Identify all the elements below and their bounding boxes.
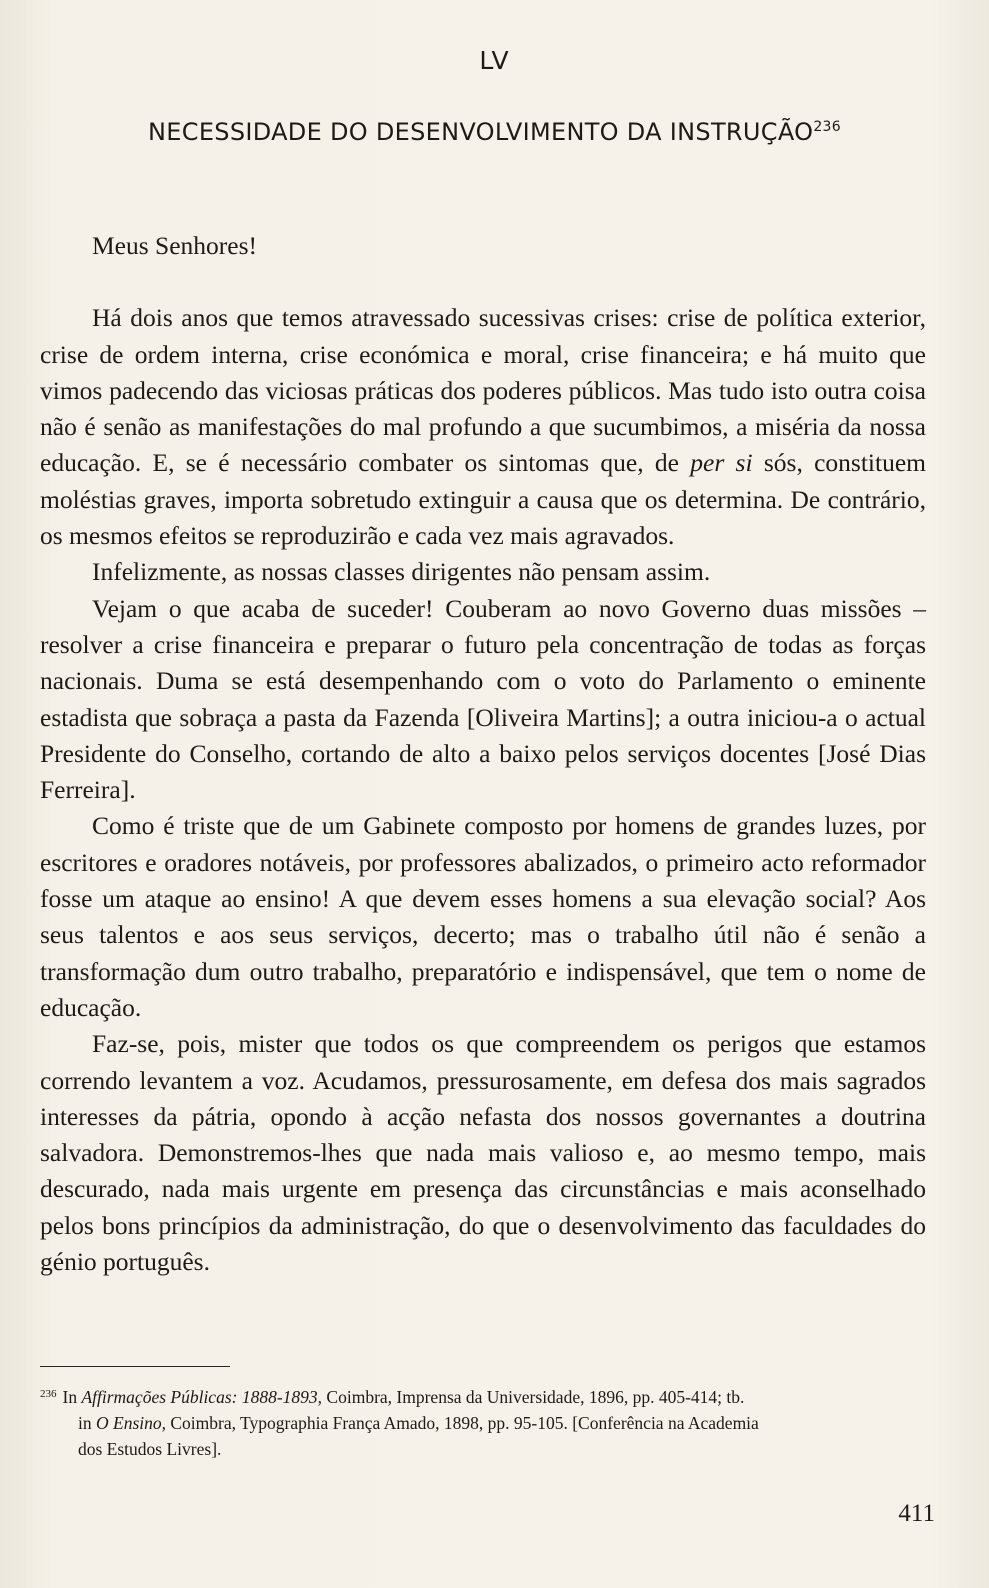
chapter-number: LV bbox=[479, 46, 510, 75]
chapter-title bbox=[0, 118, 989, 146]
footnote-reference: 236 bbox=[813, 119, 841, 135]
footnote-in-2: in bbox=[78, 1413, 96, 1433]
footnote-line-3: dos Estudos Livres]. bbox=[78, 1439, 222, 1459]
footnote-line-1 bbox=[40, 1381, 930, 1410]
paragraph-2: Infelizmente, as nossas classes dirigentes não pensam assim. bbox=[92, 557, 711, 587]
body-text bbox=[40, 228, 926, 1280]
footnote-number: 236 bbox=[40, 1388, 57, 1400]
footnote-text-1: Coimbra, Imprensa da Universidade, 1896, pp. 405-414; tb. bbox=[322, 1387, 745, 1407]
footnote-title-1: Affirmações Públicas: 1888-1893, bbox=[81, 1387, 323, 1407]
paragraph-1-text-b: sós, constituem moléstias graves, importa sobretudo extinguir a causa que os determina. De contrário, os mesmos efeitos se reproduzirão e cada vez mais agravados. bbox=[40, 448, 927, 551]
footnote-text-2: Coimbra, Typographia França Amado, 1898, pp. 95-105. [Conferência na Academia bbox=[166, 1413, 759, 1433]
footnote-divider bbox=[40, 1366, 230, 1367]
salutation: Meus Senhores! bbox=[92, 231, 258, 260]
footnote-title-2: O Ensino, bbox=[96, 1413, 166, 1433]
footnote-line-2 bbox=[40, 1410, 930, 1436]
paragraph-3: Vejam o que acaba de suceder! Couberam ao novo Governo duas missões – resolver a crise financeira e preparar o futuro pela concentração de todas as forças nacionais. Duma se está desempenhando com o voto do Parlamento o eminente estadista que sobraça a pasta da Fazenda [Oliveira Martins]; a outra iniciou-a o actual Presidente do Conselho, cortando de alto a baixo pelos serviços docentes [José Dias Ferreira]. bbox=[40, 593, 926, 805]
page-number: 411 bbox=[898, 1500, 935, 1527]
paragraph-5: Faz-se, pois, mister que todos os que compreendem os perigos que estamos correndo levantem a voz. Acudamos, pressurosamente, em defesa dos mais sagrados interesses da pátria, opondo à acção nefasta dos nossos governantes a doutrina salvadora. Demonstremos-lhes que nada mais valioso e, ao mesmo tempo, mais descurado, nada mais urgente em presença das circunstâncias e mais aconselhado pelos bons princípios da administração, do que o desenvolvimento das faculdades do génio português. bbox=[40, 1029, 926, 1277]
footnote-in-1: In bbox=[62, 1387, 82, 1407]
footnote bbox=[40, 1381, 930, 1462]
paragraph-4: Como é triste que de um Gabinete composto por homens de grandes luzes, por escritores e oradores notáveis, por professores abalizados, o primeiro acto reformador fosse um ataque ao ensino! A que devem esses homens a sua elevação social? Aos seus talentos e aos seus serviços, decerto; mas o trabalho útil não é senão a transformação dum outro trabalho, preparatório e indispensável, que tem o nome de educação. bbox=[40, 811, 926, 1022]
paragraph-1 bbox=[40, 300, 926, 554]
chapter-title-text: NECESSIDADE DO DESENVOLVIMENTO DA INSTRUÇÃO bbox=[148, 118, 814, 146]
paragraph-1-text-a: Há dois anos que temos atravessado sucessivas crises: crise de política exterior, crise de ordem interna, crise económica e moral, crise financeira; e há muito que vimos padecendo das viciosas práticas dos poderes públicos. Mas tudo isto outra coisa não é senão as manifestações do mal profundo a que sucumbimos, a miséria da nossa educação. E, se é necessário combater os sintomas que, de bbox=[40, 303, 926, 478]
paragraph-1-italic: per si bbox=[690, 448, 753, 478]
